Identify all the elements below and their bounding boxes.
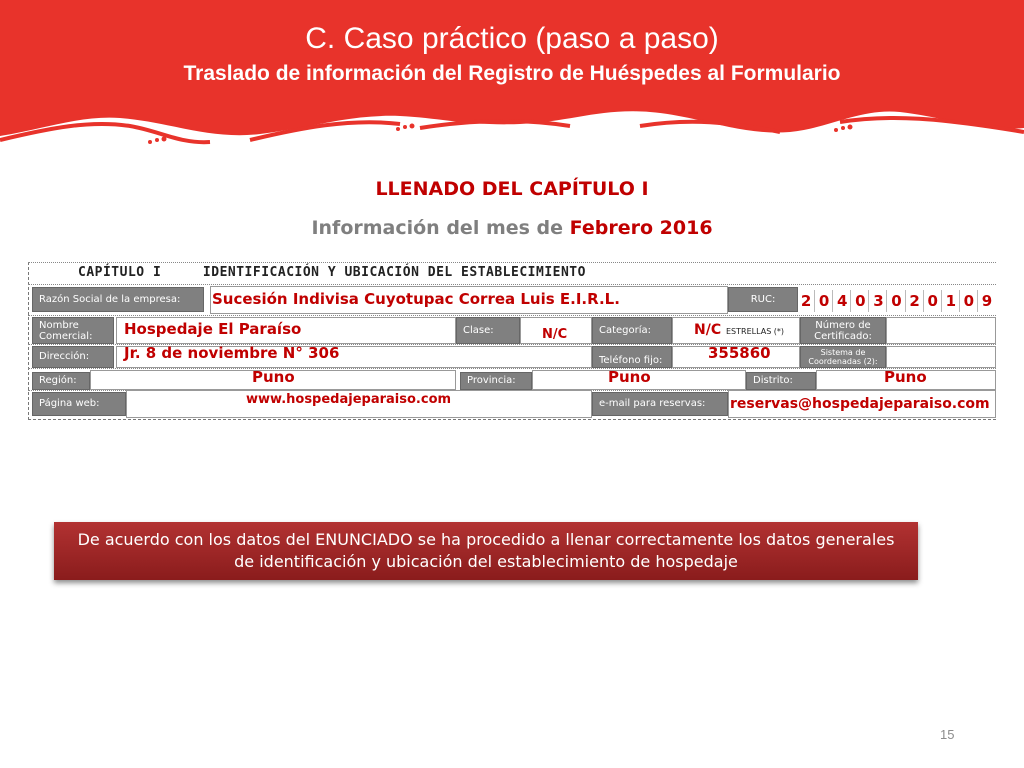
categoria-stars-note: ESTRELLAS (*) (725, 327, 785, 336)
chapter-number: CAPÍTULO I (78, 265, 162, 280)
sistema-coordenadas-field[interactable] (886, 346, 996, 368)
direccion-value: Jr. 8 de noviembre N° 306 (124, 344, 340, 362)
nombre-comercial-value: Hospedaje El Paraíso (124, 320, 302, 338)
ruc-digit: 9 (981, 292, 993, 310)
razon-social-value: Sucesión Indivisa Cuyotupac Correa Luis E.I.R.L. (212, 290, 620, 308)
categoria-value (694, 322, 784, 338)
telefono-value: 355860 (708, 344, 771, 362)
ruc-digit: 0 (888, 290, 905, 312)
ruc-digit: 0 (816, 290, 833, 312)
label-nombre-comercial: Nombre Comercial: (32, 317, 114, 344)
page-subtitle: Traslado de información del Registro de Huéspedes al Formulario (183, 62, 841, 85)
label-provincia: Provincia: (460, 372, 532, 390)
label-direccion: Dirección: (32, 346, 114, 368)
label-region: Región: (32, 372, 90, 390)
ruc-digit: 0 (961, 290, 978, 312)
form-divider (28, 368, 996, 369)
label-distrito: Distrito: (746, 372, 816, 390)
email-value: reservas@hospedajeparaiso.com (730, 396, 990, 412)
chapter-form (28, 262, 996, 422)
section-subtitle (0, 217, 1024, 239)
explanation-note (54, 522, 918, 580)
numero-certificado-field[interactable] (886, 317, 996, 344)
label-sistema-coordenadas: Sistema de Coordenadas (2): (800, 346, 886, 368)
chapter-title: IDENTIFICACIÓN Y UBICACIÓN DEL ESTABLECIMIENTO (202, 265, 586, 280)
label-email: e-mail para reservas: (592, 392, 728, 416)
section-subtitle-prefix: Información del mes de (311, 217, 564, 239)
label-numero-certificado: Número de Certificado: (800, 317, 886, 344)
provincia-value: Puno (608, 368, 651, 386)
ruc-field[interactable] (798, 288, 996, 314)
form-divider (28, 284, 996, 285)
ruc-digit: 1 (943, 290, 960, 312)
chapter-header (78, 265, 586, 280)
ruc-digit: 2 (798, 290, 815, 312)
pagina-web-value: www.hospedajeparaiso.com (246, 392, 452, 407)
section-title: LLENADO DEL CAPÍTULO I (375, 178, 649, 200)
ruc-digit: 0 (925, 290, 942, 312)
label-ruc: RUC: (728, 287, 798, 312)
label-clase: Clase: (456, 317, 520, 344)
label-pagina-web: Página web: (32, 392, 126, 416)
ruc-digit: 3 (870, 290, 887, 312)
clase-value: N/C (542, 327, 568, 342)
page-title: C. Caso práctico (paso a paso) (305, 22, 719, 55)
label-telefono: Teléfono fijo: (592, 346, 672, 368)
page-number: 15 (940, 727, 955, 742)
form-divider (28, 315, 996, 316)
ruc-digit: 2 (907, 290, 924, 312)
ruc-digit: 0 (852, 290, 869, 312)
label-razon-social: Razón Social de la empresa: (32, 287, 204, 312)
form-divider (28, 262, 996, 263)
label-categoria: Categoría: (592, 317, 672, 344)
distrito-value: Puno (884, 368, 927, 386)
explanation-note-text: De acuerdo con los datos del ENUNCIADO se ha procedido a llenar correctamente los datos generales de identificación y ubicación del establecimiento de hospedaje (77, 530, 895, 571)
region-value: Puno (252, 368, 295, 386)
categoria-text: N/C (694, 322, 722, 338)
section-subtitle-month: Febrero 2016 (569, 217, 713, 239)
ruc-digit: 4 (834, 290, 851, 312)
